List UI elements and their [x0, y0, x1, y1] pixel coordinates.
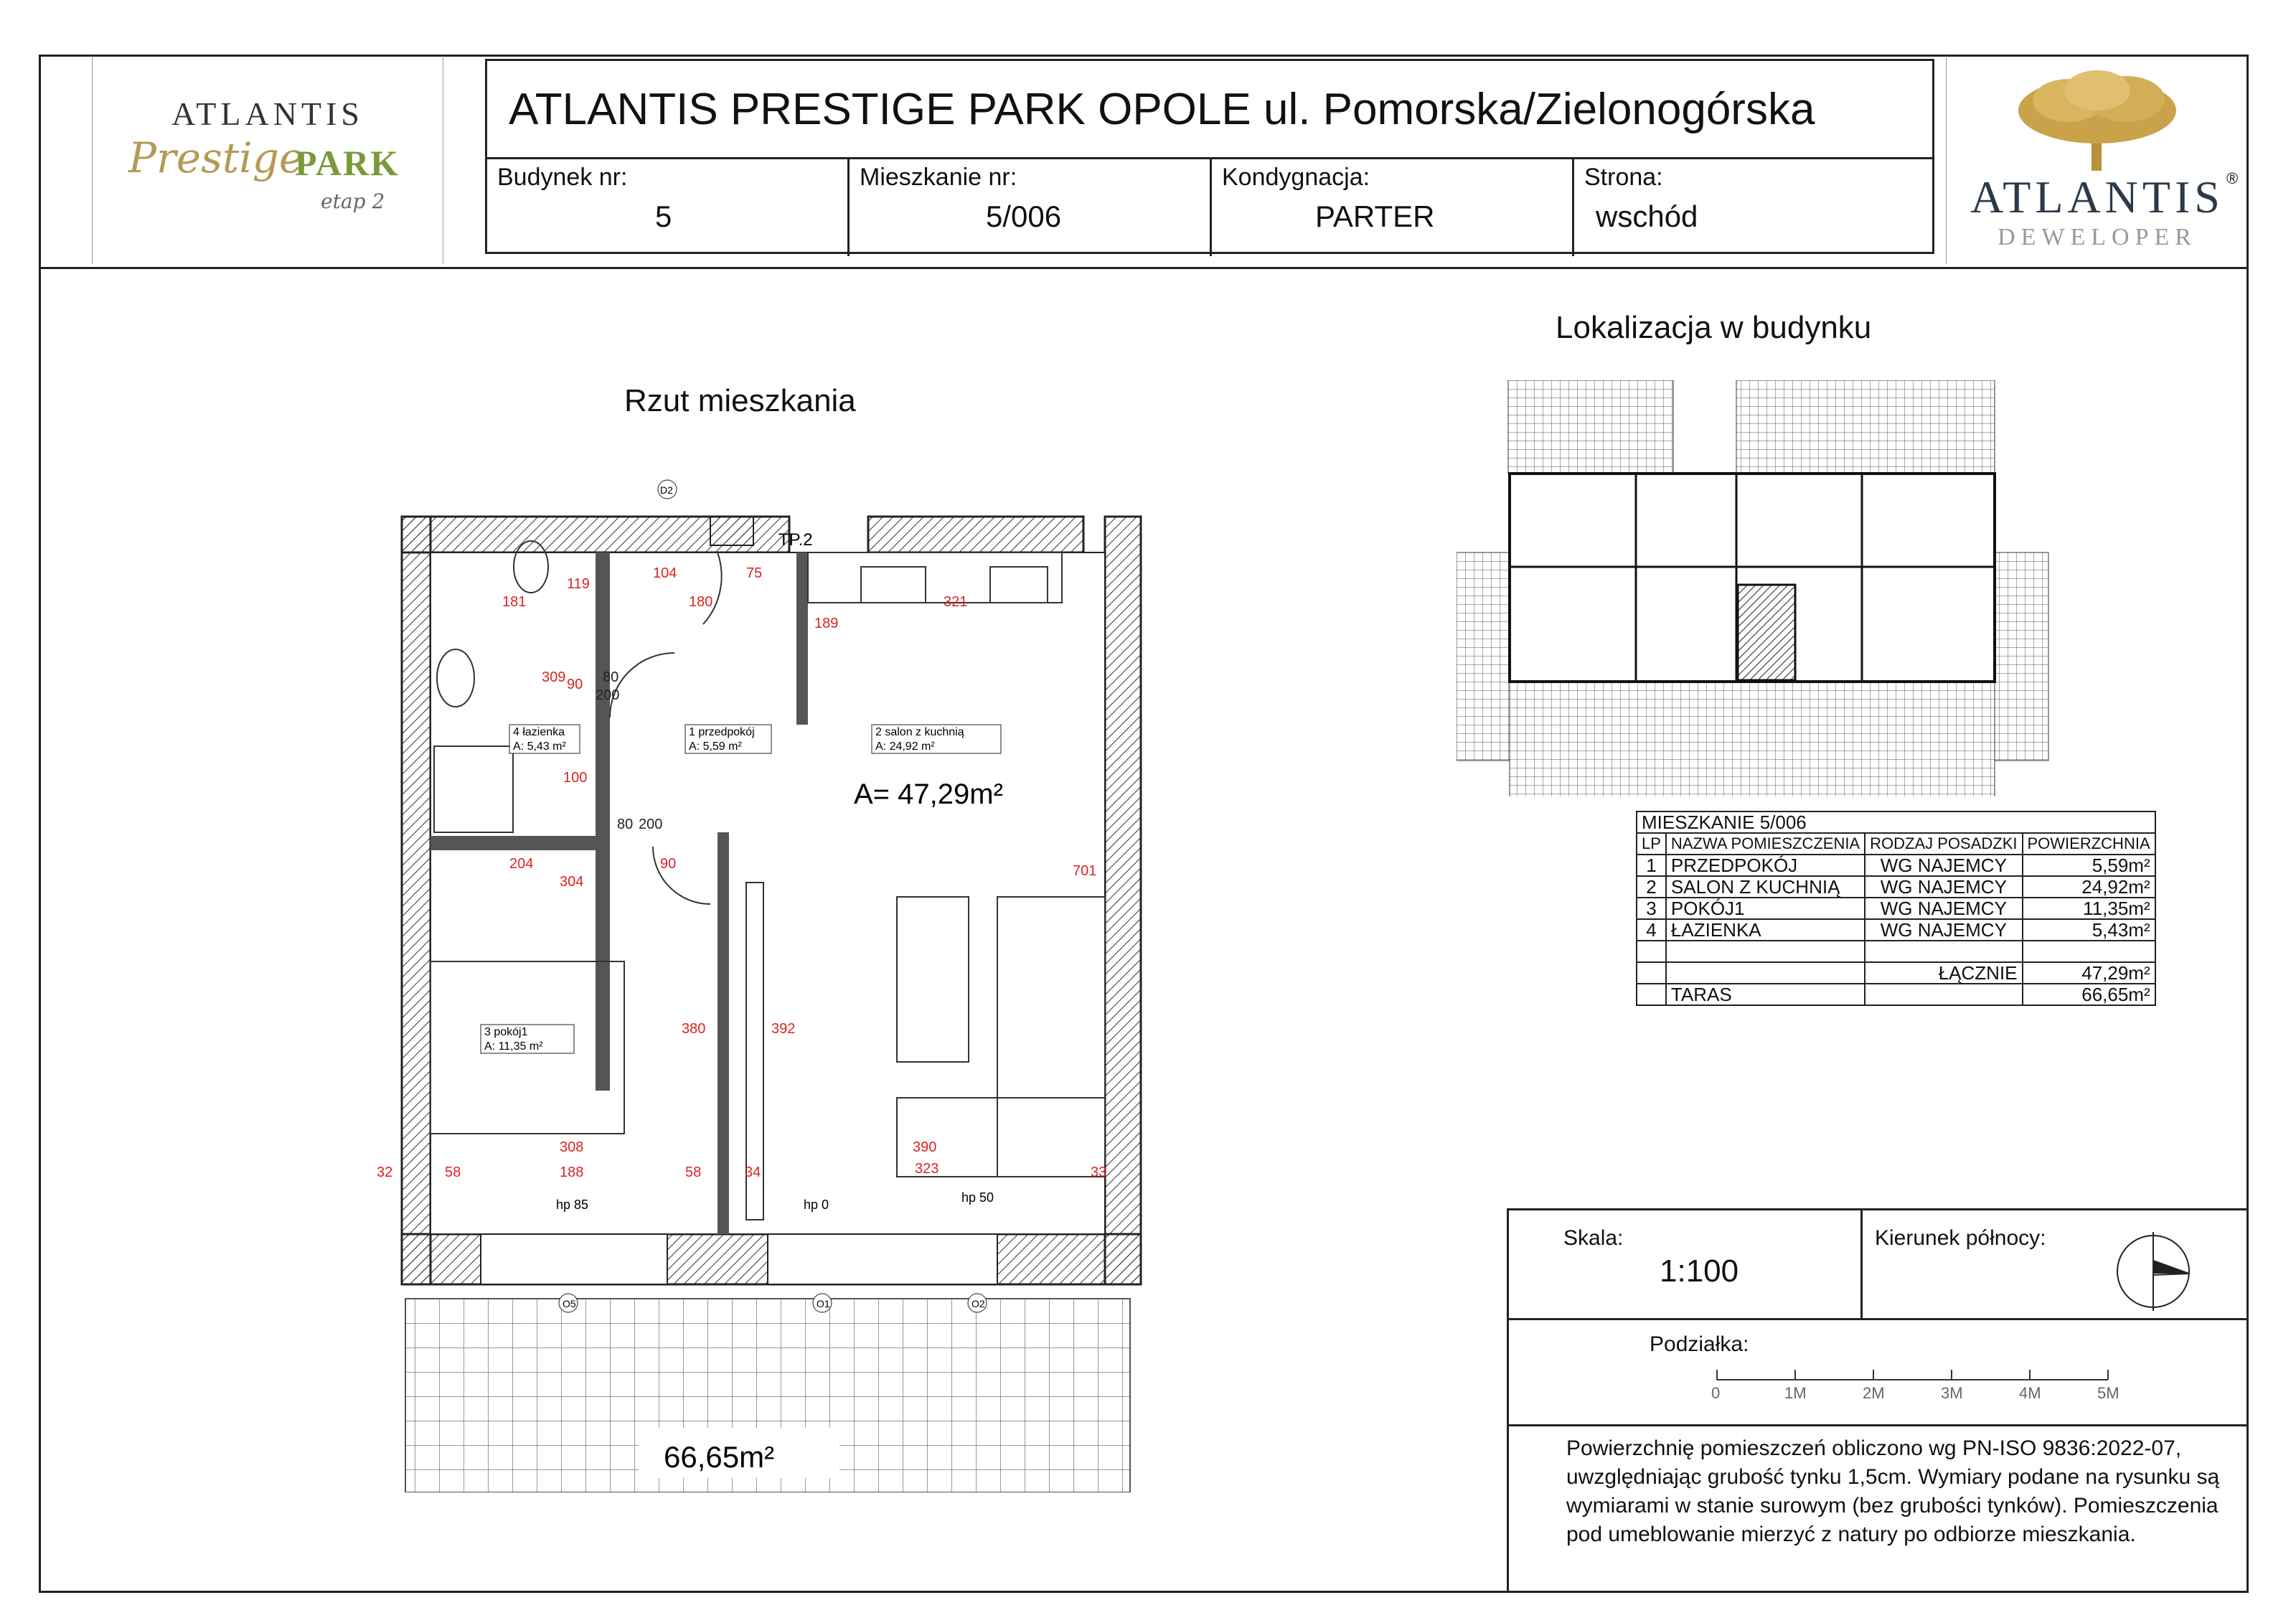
svg-text:A: 5,59 m²: A: 5,59 m²	[689, 740, 742, 753]
table-row: 2 SALON Z KUCHNIĄ WG NAJEMCY 24,92m²	[1637, 876, 2155, 898]
table-header: NAZWA POMIESZCZENIA	[1666, 833, 1865, 855]
table-header: POWIERZCHNIA	[2023, 833, 2155, 855]
tree-icon	[2011, 66, 2183, 174]
window-o5	[481, 1234, 667, 1284]
building-location-plan	[1457, 380, 2052, 796]
dim-104: 104	[653, 565, 677, 581]
logo-right-sub: DEWELOPER	[1998, 224, 2197, 250]
dim-119: 119	[567, 576, 590, 592]
dim-380: 380	[682, 1021, 706, 1037]
hp50-tag: hp 50	[961, 1190, 994, 1205]
top-wall-mid	[710, 517, 753, 545]
scale-tick: 2M	[1863, 1384, 1885, 1402]
field-label: Kondygnacja:	[1222, 164, 1370, 191]
room-label-bedroom	[481, 1025, 574, 1053]
table-row-empty	[1637, 941, 2155, 962]
svg-text:3 pokój1: 3 pokój1	[484, 1026, 528, 1038]
svg-text:4 łazienka: 4 łazienka	[513, 726, 565, 738]
field-kondygnacja	[1212, 159, 1574, 256]
dim-323: 323	[915, 1161, 939, 1177]
field-value: 5	[655, 199, 672, 233]
floor-plan	[366, 445, 1170, 1492]
dim-90b: 90	[660, 856, 677, 872]
tp-tag: TP.2	[778, 530, 813, 550]
table-row-terrace: TARAS 66,65m²	[1637, 984, 2155, 1005]
table-row: 3 POKÓJ1 WG NAJEMCY 11,35m²	[1637, 898, 2155, 919]
location-heading: Lokalizacja w budynku	[1556, 310, 1872, 345]
scale-tick: 5M	[2097, 1384, 2119, 1402]
scale-bar-label: Podziałka:	[1650, 1332, 1749, 1356]
dim-90a: 90	[567, 677, 583, 692]
scale-box	[1507, 1208, 2249, 1593]
area-note: Powierzchnię pomieszczeń obliczono wg PN-ISO 9836:2022-07, uwzględniając grubość tynku 1,5cm. Wymiary podane na rysunku są wymiarami w stanie surowym (bez grubości tynków). Pomieszczenia pod umeblowanie mierzyć z natury po odbiorze mieszkania.	[1566, 1436, 2220, 1546]
svg-text:A: 24,92 m²: A: 24,92 m²	[875, 740, 935, 753]
room-table	[1636, 811, 2156, 1006]
top-wall-right	[868, 517, 1083, 552]
hp0-tag: hp 0	[804, 1198, 829, 1212]
field-label: Mieszkanie nr:	[860, 164, 1017, 191]
field-label: Strona:	[1584, 164, 1663, 191]
dim-34: 34	[745, 1165, 761, 1180]
kitchen-wall	[796, 552, 808, 725]
field-mieszkanie	[850, 159, 1212, 256]
o1-tag: O1	[817, 1298, 830, 1309]
scale-value: 1:100	[1660, 1253, 1739, 1289]
apartment-area: A= 47,29m²	[854, 778, 1003, 810]
plan-heading: Rzut mieszkania	[624, 383, 856, 418]
dim-58a: 58	[445, 1165, 461, 1180]
dim-188: 188	[560, 1165, 584, 1180]
dim-309: 309	[542, 669, 566, 685]
dim-200b: 200	[639, 817, 663, 832]
scale-tick: 1M	[1784, 1384, 1807, 1402]
door-o1	[768, 1234, 997, 1284]
field-strona	[1574, 159, 1932, 256]
bedroom-right-wall	[718, 832, 729, 1234]
terrace-area: 66,65m²	[664, 1440, 775, 1474]
registered-mark: ®	[2226, 169, 2239, 187]
dim-321: 321	[944, 594, 968, 610]
north-label: Kierunek północy:	[1875, 1226, 2046, 1250]
bedroom-top-wall	[430, 836, 610, 850]
dim-181: 181	[502, 594, 527, 610]
table-row-total: ŁĄCZNIE 47,29m²	[1637, 962, 2155, 984]
scale-bar	[1710, 1370, 2140, 1398]
field-value: wschód	[1596, 199, 1698, 233]
d2-tag: D2	[660, 484, 673, 496]
svg-text:2 salon z kuchnią: 2 salon z kuchnią	[875, 726, 964, 738]
svg-text:A: 11,35 m²: A: 11,35 m²	[484, 1040, 543, 1053]
scale-tick: 0	[1711, 1384, 1721, 1402]
svg-text:1 przedpokój: 1 przedpokój	[689, 726, 755, 738]
room-label-bathroom	[509, 725, 580, 753]
dim-200: 200	[596, 687, 620, 703]
dim-189: 189	[814, 616, 839, 631]
hp85-tag: hp 85	[556, 1198, 589, 1212]
prestige-park-logo	[92, 56, 443, 264]
scale-tick: 3M	[1941, 1384, 1963, 1402]
scale-label: Skala:	[1563, 1226, 1624, 1250]
project-title: ATLANTIS PRESTIGE PARK OPOLE ul. Pomorska/Zielonogórska	[509, 85, 1815, 134]
dim-204: 204	[509, 856, 534, 872]
title-block	[485, 59, 1934, 254]
table-row: 1 PRZEDPOKÓJ WG NAJEMCY 5,59m²	[1637, 855, 2155, 876]
o5-tag: O5	[563, 1298, 576, 1309]
dim-392: 392	[771, 1021, 796, 1037]
right-wall	[1105, 517, 1141, 1284]
bathroom-wall	[596, 552, 610, 1091]
dim-180: 180	[689, 594, 713, 610]
north-arrow-icon	[2112, 1232, 2198, 1311]
table-header: RODZAJ POSADZKI	[1865, 833, 2022, 855]
dim-80: 80	[603, 669, 619, 685]
field-budynek	[487, 159, 850, 256]
logo-left-line3: PARK	[295, 143, 400, 183]
svg-text:A: 5,43 m²: A: 5,43 m²	[513, 740, 566, 753]
dim-58b: 58	[685, 1165, 702, 1180]
logo-left-line1: ATLANTIS	[171, 95, 364, 132]
scale-tick: 4M	[2019, 1384, 2041, 1402]
logo-left-line2: Prestige	[128, 133, 304, 182]
dim-390: 390	[913, 1139, 937, 1155]
header-divider	[39, 267, 2249, 269]
table-row: 4 ŁAZIENKA WG NAJEMCY 5,43m²	[1637, 919, 2155, 941]
field-value: PARTER	[1315, 199, 1435, 233]
dim-32: 32	[377, 1165, 393, 1180]
o2-tag: O2	[971, 1298, 985, 1309]
dim-308: 308	[560, 1139, 584, 1155]
dim-100: 100	[563, 770, 588, 786]
dim-701: 701	[1073, 863, 1097, 879]
logo-right-name: ATLANTIS	[1970, 171, 2224, 222]
dim-304: 304	[560, 874, 584, 890]
dim-75: 75	[746, 565, 763, 581]
dim-33: 33	[1091, 1165, 1107, 1180]
table-caption: MIESZKANIE 5/006	[1637, 812, 2155, 833]
atlantis-deweloper-logo	[1946, 56, 2248, 264]
field-label: Budynek nr:	[497, 164, 628, 191]
left-wall	[402, 517, 430, 1284]
field-value: 5/006	[986, 199, 1062, 233]
room-label-living	[872, 725, 1001, 753]
room-label-hall	[685, 725, 771, 753]
table-header: LP	[1637, 833, 1666, 855]
dim-80b: 80	[617, 817, 634, 832]
apartment-location-highlight	[1738, 585, 1795, 680]
logo-left-line4: etap 2	[321, 189, 385, 213]
